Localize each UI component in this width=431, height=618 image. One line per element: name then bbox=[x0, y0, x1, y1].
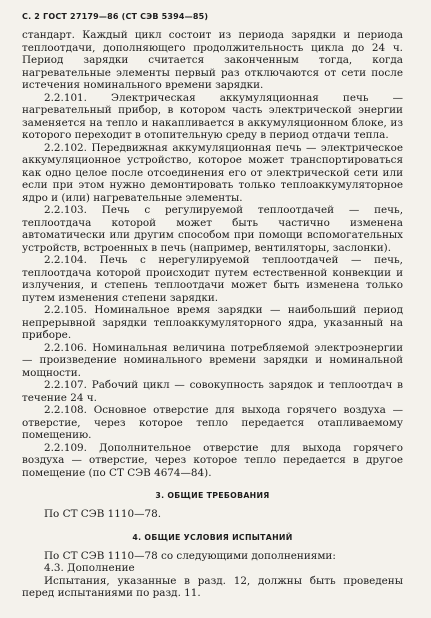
section-4-3-text: Испытания, указанные в разд. 12, должны быть проведены перед испытаниями по разд. 11. bbox=[22, 574, 403, 599]
definition-2-2-107: 2.2.107. Рабочий цикл — совокупность зарядок и теплоотдач в течение 24 ч. bbox=[22, 379, 403, 404]
definition-2-2-105: 2.2.105. Номинальное время зарядки — наибольший период непрерывной зарядки теплоаккумуляторного ядра, указанный на приборе. bbox=[22, 304, 403, 341]
section-4-intro: По СТ СЭВ 1110—78 со следующими дополнениями: bbox=[44, 549, 336, 562]
definition-2-2-104: 2.2.104. Печь с нерегулируемой теплоотдачей — печь, теплоотдача которой происходит путем естественной конвекции и излучения, и степень теплоотдачи может быть изменена только путем изменения степени зарядки. bbox=[22, 254, 403, 304]
section-4-3-subheading: 4.3. Дополнение bbox=[44, 562, 135, 574]
section-4-heading: 4. ОБЩИЕ УСЛОВИЯ ИСПЫТАНИЙ bbox=[132, 532, 293, 542]
section-3-text: По СТ СЭВ 1110—78. bbox=[44, 508, 162, 520]
section-3-heading: 3. ОБЩИЕ ТРЕБОВАНИЯ bbox=[155, 491, 270, 500]
definition-2-2-108: 2.2.108. Основное отверстие для выхода горячего воздуха — отверстие, через которое тепло передается отапливаемому помещению. bbox=[22, 404, 403, 441]
paragraph-continuation: стандарт. Каждый цикл состоит из периода зарядки и периода теплоотдачи, дополняющего продолжительность цикла до 24 ч. Период зарядки считается законченным тогда, когда нагревательные элементы первый раз отключаются от сети после истечения номинального времени зарядки. bbox=[22, 29, 403, 91]
definition-2-2-103: 2.2.103. Печь с регулируемой теплоотдачей — печь, теплоотдача которой может быть частично изменена автоматически или другим способом при помощи вспомогательных устройств, встроенных в печь (например, вентиляторы, заслонки). bbox=[22, 204, 403, 254]
page-header: С. 2 ГОСТ 27179—86 (СТ СЭВ 5394—85) bbox=[22, 12, 209, 21]
definition-2-2-109: 2.2.109. Дополнительное отверстие для выхода горячего воздуха — отверстие, через которое тепло передается в другое помещение (по СТ СЭВ 4674—84). bbox=[22, 441, 403, 479]
definition-2-2-106: 2.2.106. Номинальная величина потребляемой электроэнергии — произведение номинального времени зарядки и номинальной мощности. bbox=[22, 341, 403, 379]
definition-2-2-102: 2.2.102. Передвижная аккумуляционная печь — электрическое аккумуляционное устройство, которое может транспортироваться как одно целое после отсоединения его от электрической сети или если при этом нужно демонтировать только теплоаккумуляторное ядро и (или) нагревательные элементы. bbox=[22, 141, 403, 204]
definition-2-2-101: 2.2.101. Электрическая аккумуляционная печь — нагревательный прибор, в котором часть электрической энергии заменяется на тепло и накапливается в аккумуляционном блоке, из которого переходит в отопительную среду в период отдачи тепла. bbox=[22, 91, 403, 141]
